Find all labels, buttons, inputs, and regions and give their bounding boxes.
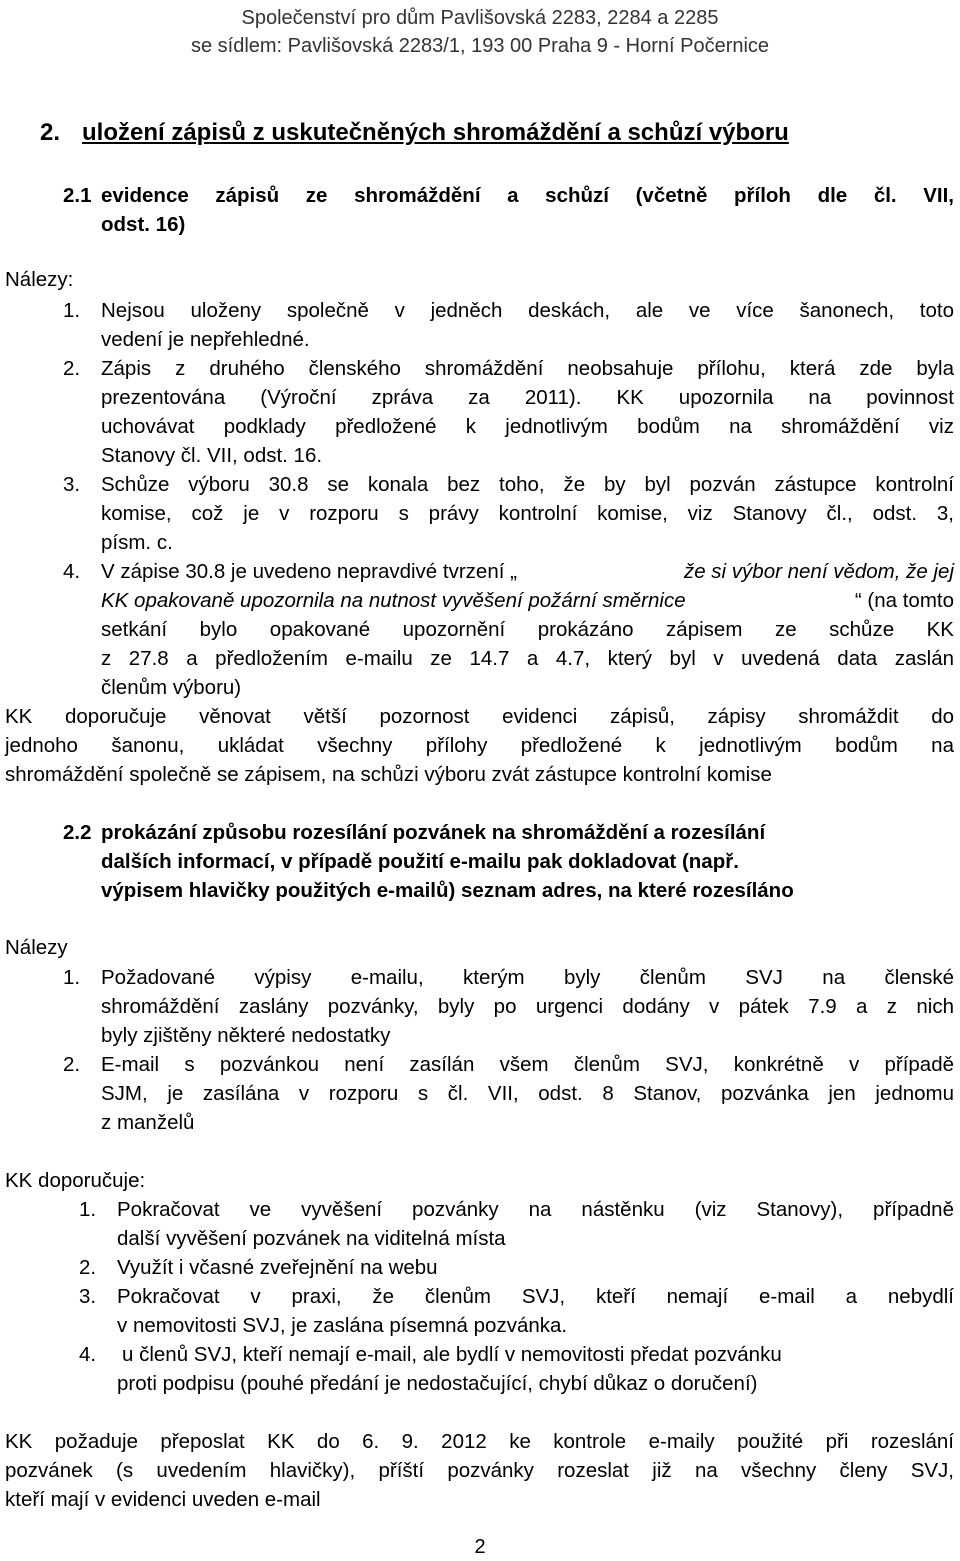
header-association-name: Společenství pro dům Pavlišovská 2283, 2284 a 2285 [241,7,719,29]
finding-text-line: členům výboru) [101,676,242,699]
recommend-number: 4. [79,1343,97,1366]
finding-text-line: E-mail s pozvánkou není zasílán všem členům SVJ, konkrétně v případě [101,1053,954,1076]
finding-text-line: uchovávat podklady předložené k jednotlivým bodům na shromáždění viz [101,415,954,438]
subsection-2-1-title-line2: odst. 16) [101,213,186,236]
subsection-2-2-title-line: prokázání způsobu rozesílání pozvánek na shromáždění a rozesílání [101,821,766,844]
page-number: 2 [474,1536,486,1558]
finding-number: 1. [63,966,81,989]
recommend-number: 3. [79,1285,97,1308]
recommendation-line: jednoho šanonu, ukládat všechny přílohy předložené k jednotlivým bodům na [5,734,954,757]
finding-number: 4. [63,560,81,583]
finding-text-line: z 27.8 a předložením e-mailu ze 14.7 a 4.7, který byl v uvedená data zaslán [101,647,954,670]
finding-text-fragment: “ (na tomto [854,589,954,612]
findings-label: Nálezy [5,936,68,959]
finding-text-line: prezentována (Výroční zpráva za 2011). KK upozornila na povinnost [101,386,954,409]
subsection-2-2-title-line: výpisem hlavičky použitých e-mailů) seznam adres, na které rozesíláno [101,879,794,902]
finding-text-line [101,557,954,586]
recommend-text-line: Využít i včasné zveřejnění na webu [117,1256,438,1279]
finding-text-line: Požadované výpisy e-mailu, kterým byly členům SVJ na členské [101,966,954,989]
recommend-text-line: Pokračovat v praxi, že členům SVJ, kteří nemají e-mail a nebydlí [117,1285,954,1308]
recommendation-line: KK doporučuje věnovat větší pozornost evidenci zápisů, zápisy shromáždit do [5,705,954,728]
finding-number: 2. [63,357,81,380]
header-address: se sídlem: Pavlišovská 2283/1, 193 00 Praha 9 - Horní Počernice [190,35,770,57]
finding-quote-fragment: KK opakovaně upozornila na nutnost vyvěšení požární směrnice [101,589,686,612]
request-line: pozvánek (s uvedením hlavičky), příští pozvánky rozeslat již na všechny členy SVJ, [5,1459,954,1482]
recommendation-line: shromáždění společně se zápisem, na schůzi výboru zvát zástupce kontrolní komise [5,763,772,786]
finding-text-line: z manželů [101,1111,195,1134]
recommend-number: 1. [79,1198,97,1221]
subsection-2-2-number: 2.2 [63,821,92,844]
finding-number: 1. [63,299,81,322]
finding-number: 2. [63,1053,81,1076]
finding-text-line: shromáždění zaslány pozvánky, byly po urgenci dodány v pátek 7.9 a z nich [101,995,954,1018]
finding-text-line: Stanovy čl. VII, odst. 16. [101,444,323,467]
recommends-label: KK doporučuje: [5,1169,146,1192]
recommend-text-line: Pokračovat ve vyvěšení pozvánky na nástěnku (viz Stanovy), případně [117,1198,954,1221]
finding-text-line: Nejsou uloženy společně v jedněch deskách, ale ve více šanonech, toto [101,299,954,322]
section-title: uložení zápisů z uskutečněných shromáždění a schůzí výboru [82,119,789,146]
finding-text-line: Schůze výboru 30.8 se konala bez toho, že by byl pozván zástupce kontrolní [101,473,954,496]
finding-number: 3. [63,473,81,496]
finding-quote-fragment: že si výbor není vědom, že jej [683,560,954,583]
finding-text-line: komise, což je v rozporu s právy kontrolní komise, viz Stanovy čl., odst. 3, [101,502,954,525]
recommend-number: 2. [79,1256,97,1279]
finding-text-line: Zápis z druhého členského shromáždění neobsahuje přílohu, která zde byla [101,357,954,380]
subsection-2-1-number: 2.1 [63,184,92,207]
finding-text-line: setkání bylo opakované upozornění prokázáno zápisem ze schůze KK [101,618,954,641]
finding-text-line: byly zjištěny některé nedostatky [101,1024,391,1047]
recommend-text-line: další vyvěšení pozvánek na viditelná místa [117,1227,506,1250]
finding-text-fragment: V zápise 30.8 je uvedeno nepravdivé tvrzení „ [101,560,517,583]
request-line: KK požaduje přeposlat KK do 6. 9. 2012 ke kontrole e-maily použité při rozeslání [5,1430,954,1453]
subsection-2-2-title-line: dalších informací, v případě použití e-mailu pak dokladovat (např. [101,850,739,873]
finding-text-line [101,586,954,615]
section-number: 2. [40,119,61,146]
subsection-2-1-title-line1: evidence zápisů ze shromáždění a schůzí (včetně příloh dle čl. VII, [101,184,954,207]
recommend-text-line: proti podpisu (pouhé předání je nedostačující, chybí důkaz o doručení) [117,1372,758,1395]
recommend-text-line: u členů SVJ, kteří nemají e-mail, ale bydlí v nemovitosti předat pozvánku [122,1343,782,1366]
finding-text-line: vedení je nepřehledné. [101,328,310,351]
findings-label: Nálezy: [5,268,74,291]
finding-text-line: SJM, je zasílána v rozporu s čl. VII, odst. 8 Stanov, pozvánka jen jednomu [101,1082,954,1105]
request-line: kteří mají v evidenci uveden e-mail [5,1488,321,1511]
recommend-text-line: v nemovitosti SVJ, je zaslána písemná pozvánka. [117,1314,568,1337]
finding-text-line: písm. c. [101,531,173,554]
